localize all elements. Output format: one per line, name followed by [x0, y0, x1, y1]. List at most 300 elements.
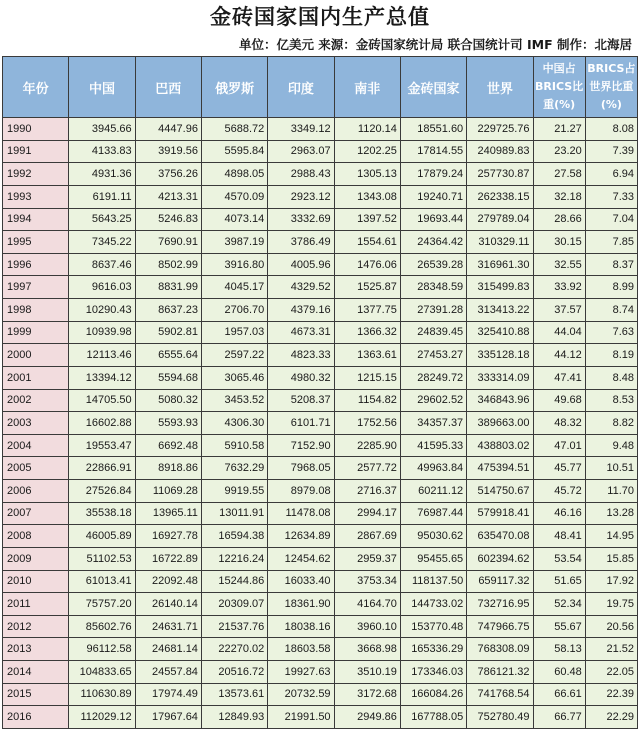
- china-share-cell: 48.32: [533, 412, 585, 435]
- russia-cell: 3916.80: [201, 253, 267, 276]
- brics-share-cell: 7.04: [585, 208, 637, 231]
- world-cell: 475394.51: [467, 457, 533, 480]
- china-share-cell: 55.67: [533, 615, 585, 638]
- south-africa-cell: 2577.72: [334, 457, 400, 480]
- china-share-cell: 45.72: [533, 480, 585, 503]
- world-cell: 389663.00: [467, 412, 533, 435]
- china-cell: 4931.36: [69, 163, 135, 186]
- brazil-cell: 7690.91: [135, 231, 201, 254]
- india-cell: 7968.05: [268, 457, 334, 480]
- china-share-cell: 51.65: [533, 570, 585, 593]
- china-cell: 46005.89: [69, 525, 135, 548]
- china-cell: 13394.12: [69, 366, 135, 389]
- russia-cell: 3987.19: [201, 231, 267, 254]
- south-africa-cell: 1363.61: [334, 344, 400, 367]
- brics-cell: 24839.45: [400, 321, 466, 344]
- india-cell: 4329.52: [268, 276, 334, 299]
- year-cell: 2003: [3, 412, 69, 435]
- year-cell: 2014: [3, 661, 69, 684]
- china-cell: 75757.20: [69, 593, 135, 616]
- russia-cell: 5688.72: [201, 118, 267, 141]
- russia-cell: 2706.70: [201, 299, 267, 322]
- year-cell: 2010: [3, 570, 69, 593]
- world-cell: 333314.09: [467, 366, 533, 389]
- brazil-cell: 3919.56: [135, 140, 201, 163]
- brics-cell: 165336.29: [400, 638, 466, 661]
- china-cell: 10290.43: [69, 299, 135, 322]
- brazil-cell: 8918.86: [135, 457, 201, 480]
- header-brics: 金砖国家: [400, 57, 466, 118]
- brics-share-cell: 22.05: [585, 661, 637, 684]
- world-cell: 659117.32: [467, 570, 533, 593]
- brics-cell: 167788.05: [400, 706, 466, 729]
- header-china: 中国: [69, 57, 135, 118]
- header-brics-share-line1: BRICS占: [587, 62, 636, 75]
- russia-cell: 5910.58: [201, 434, 267, 457]
- china-share-cell: 37.57: [533, 299, 585, 322]
- india-cell: 11478.08: [268, 502, 334, 525]
- brazil-cell: 24681.14: [135, 638, 201, 661]
- china-share-cell: 47.01: [533, 434, 585, 457]
- china-cell: 61013.41: [69, 570, 135, 593]
- china-cell: 22866.91: [69, 457, 135, 480]
- brazil-cell: 4447.96: [135, 118, 201, 141]
- brics-cell: 49963.84: [400, 457, 466, 480]
- brics-share-cell: 8.08: [585, 118, 637, 141]
- brics-cell: 118137.50: [400, 570, 466, 593]
- brics-cell: 19693.44: [400, 208, 466, 231]
- brazil-cell: 8831.99: [135, 276, 201, 299]
- brazil-cell: 8637.23: [135, 299, 201, 322]
- table-row: [3, 344, 638, 367]
- india-cell: 12634.89: [268, 525, 334, 548]
- brics-cell: 18551.60: [400, 118, 466, 141]
- india-cell: 2923.12: [268, 185, 334, 208]
- year-cell: 1994: [3, 208, 69, 231]
- world-cell: 747966.75: [467, 615, 533, 638]
- brics-cell: 166084.26: [400, 683, 466, 706]
- table-row: [3, 163, 638, 186]
- brazil-cell: 8502.99: [135, 253, 201, 276]
- china-cell: 6191.11: [69, 185, 135, 208]
- world-cell: 257730.87: [467, 163, 533, 186]
- india-cell: 4823.33: [268, 344, 334, 367]
- india-cell: 18603.58: [268, 638, 334, 661]
- world-cell: 313413.22: [467, 299, 533, 322]
- south-africa-cell: 3172.68: [334, 683, 400, 706]
- china-cell: 110630.89: [69, 683, 135, 706]
- header-brics-share-line3: (%): [600, 98, 622, 111]
- table-row: [3, 502, 638, 525]
- table-row: [3, 118, 638, 141]
- brazil-cell: 5593.93: [135, 412, 201, 435]
- south-africa-cell: 2959.37: [334, 547, 400, 570]
- header-brazil: 巴西: [135, 57, 201, 118]
- brics-cell: 28249.72: [400, 366, 466, 389]
- table-header-row: [3, 57, 638, 118]
- brics-cell: 17879.24: [400, 163, 466, 186]
- russia-cell: 4898.05: [201, 163, 267, 186]
- brics-share-cell: 8.37: [585, 253, 637, 276]
- china-share-cell: 53.54: [533, 547, 585, 570]
- brazil-cell: 26140.14: [135, 593, 201, 616]
- header-south-africa: 南非: [334, 57, 400, 118]
- brics-cell: 17814.55: [400, 140, 466, 163]
- china-cell: 9616.03: [69, 276, 135, 299]
- south-africa-cell: 1366.32: [334, 321, 400, 344]
- russia-cell: 12849.93: [201, 706, 267, 729]
- table-row: [3, 140, 638, 163]
- brazil-cell: 5246.83: [135, 208, 201, 231]
- world-cell: 752780.49: [467, 706, 533, 729]
- india-cell: 18361.90: [268, 593, 334, 616]
- world-cell: 229725.76: [467, 118, 533, 141]
- russia-cell: 12216.24: [201, 547, 267, 570]
- year-cell: 2005: [3, 457, 69, 480]
- brazil-cell: 22092.48: [135, 570, 201, 593]
- china-share-cell: 28.66: [533, 208, 585, 231]
- header-china-share-line1: 中国占: [542, 62, 576, 75]
- year-cell: 1990: [3, 118, 69, 141]
- brics-share-cell: 10.51: [585, 457, 637, 480]
- china-share-cell: 27.58: [533, 163, 585, 186]
- world-cell: 316961.30: [467, 253, 533, 276]
- brics-share-cell: 8.82: [585, 412, 637, 435]
- table-row: [3, 208, 638, 231]
- china-share-cell: 46.16: [533, 502, 585, 525]
- south-africa-cell: 1476.06: [334, 253, 400, 276]
- table-row: [3, 434, 638, 457]
- brics-share-cell: 20.56: [585, 615, 637, 638]
- header-world: 世界: [467, 57, 533, 118]
- brazil-cell: 6692.48: [135, 434, 201, 457]
- india-cell: 3786.49: [268, 231, 334, 254]
- russia-cell: 7632.29: [201, 457, 267, 480]
- india-cell: 20732.59: [268, 683, 334, 706]
- south-africa-cell: 1377.75: [334, 299, 400, 322]
- china-share-cell: 52.34: [533, 593, 585, 616]
- south-africa-cell: 2285.90: [334, 434, 400, 457]
- india-cell: 16033.40: [268, 570, 334, 593]
- china-cell: 14705.50: [69, 389, 135, 412]
- south-africa-cell: 1525.87: [334, 276, 400, 299]
- brazil-cell: 16722.89: [135, 547, 201, 570]
- china-share-cell: 48.41: [533, 525, 585, 548]
- table-row: [3, 412, 638, 435]
- brazil-cell: 16927.78: [135, 525, 201, 548]
- brics-cell: 34357.37: [400, 412, 466, 435]
- brics-share-cell: 19.75: [585, 593, 637, 616]
- table-row: [3, 276, 638, 299]
- china-share-cell: 44.04: [533, 321, 585, 344]
- year-cell: 2007: [3, 502, 69, 525]
- header-russia: 俄罗斯: [201, 57, 267, 118]
- india-cell: 2988.43: [268, 163, 334, 186]
- china-share-cell: 23.20: [533, 140, 585, 163]
- china-cell: 4133.83: [69, 140, 135, 163]
- india-cell: 5208.37: [268, 389, 334, 412]
- brazil-cell: 24557.84: [135, 661, 201, 684]
- world-cell: 325410.88: [467, 321, 533, 344]
- russia-cell: 3065.46: [201, 366, 267, 389]
- india-cell: 12454.62: [268, 547, 334, 570]
- brics-cell: 27453.27: [400, 344, 466, 367]
- year-cell: 1998: [3, 299, 69, 322]
- world-cell: 262338.15: [467, 185, 533, 208]
- india-cell: 2963.07: [268, 140, 334, 163]
- brazil-cell: 24631.71: [135, 615, 201, 638]
- india-cell: 4673.31: [268, 321, 334, 344]
- china-share-cell: 49.68: [533, 389, 585, 412]
- world-cell: 240989.83: [467, 140, 533, 163]
- south-africa-cell: 2949.86: [334, 706, 400, 729]
- world-cell: 514750.67: [467, 480, 533, 503]
- russia-cell: 4045.17: [201, 276, 267, 299]
- russia-cell: 5595.84: [201, 140, 267, 163]
- china-cell: 3945.66: [69, 118, 135, 141]
- south-africa-cell: 1343.08: [334, 185, 400, 208]
- world-cell: 602394.62: [467, 547, 533, 570]
- table-row: [3, 231, 638, 254]
- world-cell: 346843.96: [467, 389, 533, 412]
- page-title: 金砖国家国内生产总值: [210, 5, 430, 29]
- china-share-cell: 30.15: [533, 231, 585, 254]
- south-africa-cell: 2994.17: [334, 502, 400, 525]
- china-cell: 104833.65: [69, 661, 135, 684]
- brics-cell: 173346.03: [400, 661, 466, 684]
- south-africa-cell: 1305.13: [334, 163, 400, 186]
- year-cell: 1993: [3, 185, 69, 208]
- china-share-cell: 32.18: [533, 185, 585, 208]
- table-row: [3, 366, 638, 389]
- china-share-cell: 58.13: [533, 638, 585, 661]
- brics-share-cell: 11.70: [585, 480, 637, 503]
- russia-cell: 20309.07: [201, 593, 267, 616]
- table-row: [3, 321, 638, 344]
- header-india: 印度: [268, 57, 334, 118]
- table-row: [3, 389, 638, 412]
- russia-cell: 21537.76: [201, 615, 267, 638]
- header-brics-share-line2: 世界比重: [589, 80, 634, 93]
- table-row: [3, 480, 638, 503]
- russia-cell: 4306.30: [201, 412, 267, 435]
- world-cell: 438803.02: [467, 434, 533, 457]
- india-cell: 18038.16: [268, 615, 334, 638]
- brics-share-cell: 13.28: [585, 502, 637, 525]
- china-share-cell: 21.27: [533, 118, 585, 141]
- header-china-share-line3: 重(%): [543, 98, 576, 111]
- india-cell: 3332.69: [268, 208, 334, 231]
- china-cell: 7345.22: [69, 231, 135, 254]
- table-row: [3, 638, 638, 661]
- south-africa-cell: 1397.52: [334, 208, 400, 231]
- china-cell: 35538.18: [69, 502, 135, 525]
- south-africa-cell: 1752.56: [334, 412, 400, 435]
- russia-cell: 22270.02: [201, 638, 267, 661]
- world-cell: 279789.04: [467, 208, 533, 231]
- brics-cell: 144733.02: [400, 593, 466, 616]
- brics-share-cell: 7.63: [585, 321, 637, 344]
- year-cell: 2009: [3, 547, 69, 570]
- south-africa-cell: 3960.10: [334, 615, 400, 638]
- china-cell: 96112.58: [69, 638, 135, 661]
- world-cell: 315499.83: [467, 276, 533, 299]
- table-row: [3, 185, 638, 208]
- china-cell: 27526.84: [69, 480, 135, 503]
- russia-cell: 13573.61: [201, 683, 267, 706]
- china-cell: 112029.12: [69, 706, 135, 729]
- brics-cell: 28348.59: [400, 276, 466, 299]
- table-row: [3, 615, 638, 638]
- table-row: [3, 706, 638, 729]
- year-cell: 2002: [3, 389, 69, 412]
- india-cell: 8979.08: [268, 480, 334, 503]
- year-cell: 2008: [3, 525, 69, 548]
- china-cell: 51102.53: [69, 547, 135, 570]
- brics-share-cell: 8.19: [585, 344, 637, 367]
- table-body: [3, 118, 638, 729]
- brics-share-cell: 21.52: [585, 638, 637, 661]
- brazil-cell: 6555.64: [135, 344, 201, 367]
- table-row: [3, 661, 638, 684]
- brazil-cell: 5902.81: [135, 321, 201, 344]
- south-africa-cell: 2867.69: [334, 525, 400, 548]
- china-share-cell: 32.55: [533, 253, 585, 276]
- brics-share-cell: 8.48: [585, 366, 637, 389]
- brazil-cell: 17967.64: [135, 706, 201, 729]
- china-share-cell: 60.48: [533, 661, 585, 684]
- brics-cell: 153770.48: [400, 615, 466, 638]
- china-cell: 10939.98: [69, 321, 135, 344]
- russia-cell: 2597.22: [201, 344, 267, 367]
- south-africa-cell: 1215.15: [334, 366, 400, 389]
- russia-cell: 16594.38: [201, 525, 267, 548]
- china-share-cell: 47.41: [533, 366, 585, 389]
- header-brics-share: [585, 57, 637, 118]
- china-share-cell: 45.77: [533, 457, 585, 480]
- south-africa-cell: 4164.70: [334, 593, 400, 616]
- brics-share-cell: 8.74: [585, 299, 637, 322]
- year-cell: 2000: [3, 344, 69, 367]
- brics-share-cell: 7.85: [585, 231, 637, 254]
- header-china-share: [533, 57, 585, 118]
- year-cell: 2006: [3, 480, 69, 503]
- year-cell: 2004: [3, 434, 69, 457]
- south-africa-cell: 3753.34: [334, 570, 400, 593]
- india-cell: 4379.16: [268, 299, 334, 322]
- south-africa-cell: 3510.19: [334, 661, 400, 684]
- table-row: [3, 547, 638, 570]
- south-africa-cell: 1154.82: [334, 389, 400, 412]
- brics-cell: 29602.52: [400, 389, 466, 412]
- year-cell: 1999: [3, 321, 69, 344]
- brics-cell: 41595.33: [400, 434, 466, 457]
- china-cell: 85602.76: [69, 615, 135, 638]
- year-cell: 2015: [3, 683, 69, 706]
- south-africa-cell: 1120.14: [334, 118, 400, 141]
- brazil-cell: 5594.68: [135, 366, 201, 389]
- brics-cell: 60211.12: [400, 480, 466, 503]
- brics-share-cell: 8.99: [585, 276, 637, 299]
- world-cell: 335128.18: [467, 344, 533, 367]
- india-cell: 3349.12: [268, 118, 334, 141]
- brazil-cell: 17974.49: [135, 683, 201, 706]
- world-cell: 768308.09: [467, 638, 533, 661]
- table-row: [3, 570, 638, 593]
- india-cell: 7152.90: [268, 434, 334, 457]
- south-africa-cell: 1554.61: [334, 231, 400, 254]
- china-share-cell: 44.12: [533, 344, 585, 367]
- russia-cell: 3453.52: [201, 389, 267, 412]
- india-cell: 21991.50: [268, 706, 334, 729]
- year-cell: 1996: [3, 253, 69, 276]
- russia-cell: 4073.14: [201, 208, 267, 231]
- china-cell: 5643.25: [69, 208, 135, 231]
- russia-cell: 20516.72: [201, 661, 267, 684]
- year-cell: 1995: [3, 231, 69, 254]
- china-share-cell: 66.77: [533, 706, 585, 729]
- brics-cell: 26539.28: [400, 253, 466, 276]
- year-cell: 2012: [3, 615, 69, 638]
- brazil-cell: 5080.32: [135, 389, 201, 412]
- india-cell: 6101.71: [268, 412, 334, 435]
- china-share-cell: 66.61: [533, 683, 585, 706]
- russia-cell: 4570.09: [201, 185, 267, 208]
- brics-share-cell: 7.33: [585, 185, 637, 208]
- south-africa-cell: 3668.98: [334, 638, 400, 661]
- india-cell: 4005.96: [268, 253, 334, 276]
- south-africa-cell: 1202.25: [334, 140, 400, 163]
- brazil-cell: 4213.31: [135, 185, 201, 208]
- brics-share-cell: 15.85: [585, 547, 637, 570]
- table-row: [3, 593, 638, 616]
- russia-cell: 1957.03: [201, 321, 267, 344]
- table-row: [3, 683, 638, 706]
- table-row: [3, 253, 638, 276]
- brics-share-cell: 22.29: [585, 706, 637, 729]
- world-cell: 310329.11: [467, 231, 533, 254]
- south-africa-cell: 2716.37: [334, 480, 400, 503]
- brazil-cell: 11069.28: [135, 480, 201, 503]
- world-cell: 786121.32: [467, 661, 533, 684]
- year-cell: 1997: [3, 276, 69, 299]
- brics-share-cell: 22.39: [585, 683, 637, 706]
- india-cell: 4980.32: [268, 366, 334, 389]
- header-year: 年份: [3, 57, 69, 118]
- brics-share-cell: 9.48: [585, 434, 637, 457]
- china-cell: 8637.46: [69, 253, 135, 276]
- brics-cell: 24364.42: [400, 231, 466, 254]
- table-row: [3, 457, 638, 480]
- year-cell: 2011: [3, 593, 69, 616]
- china-cell: 16602.88: [69, 412, 135, 435]
- china-share-cell: 33.92: [533, 276, 585, 299]
- russia-cell: 13011.91: [201, 502, 267, 525]
- china-cell: 12113.46: [69, 344, 135, 367]
- india-cell: 19927.63: [268, 661, 334, 684]
- world-cell: 732716.95: [467, 593, 533, 616]
- table-row: [3, 525, 638, 548]
- russia-cell: 9919.55: [201, 480, 267, 503]
- world-cell: 579918.41: [467, 502, 533, 525]
- year-cell: 2013: [3, 638, 69, 661]
- brazil-cell: 3756.26: [135, 163, 201, 186]
- russia-cell: 15244.86: [201, 570, 267, 593]
- year-cell: 2001: [3, 366, 69, 389]
- brics-share-cell: 14.95: [585, 525, 637, 548]
- brics-share-cell: 7.39: [585, 140, 637, 163]
- year-cell: 1992: [3, 163, 69, 186]
